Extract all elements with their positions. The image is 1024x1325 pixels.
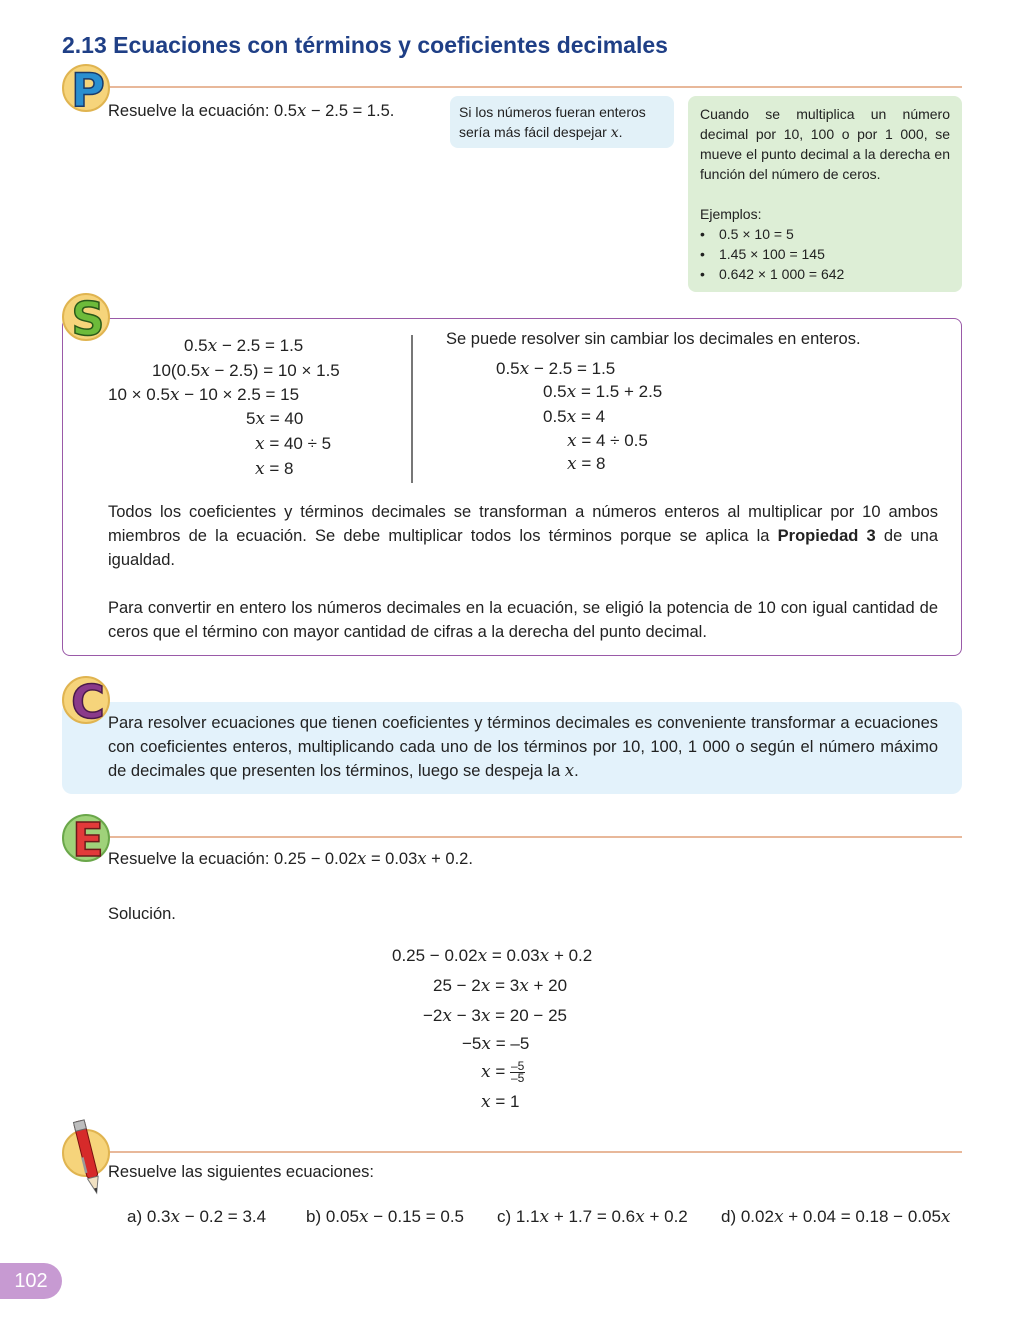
equation-line: x = 4 ÷ 0.5: [567, 431, 648, 451]
equation-line: 0.5x = 1.5 + 2.5: [543, 382, 663, 402]
equation-line: x = 8: [255, 459, 294, 479]
exercise-item: b) 0.05x − 0.15 = 0.5: [306, 1207, 464, 1227]
equation-line: x = $\frac{-5}{-5}$: [481, 1059, 525, 1085]
page-number: 102: [0, 1263, 62, 1299]
conclusion-badge: C: [62, 676, 110, 724]
equation-line: 0.5x = 4: [543, 407, 606, 427]
section-divider: [86, 836, 962, 838]
alternative-intro: Se puede resolver sin cambiar los decimales en enteros.: [446, 330, 861, 348]
equation-line: 10(0.5x − 2.5) = 10 × 1.5: [152, 361, 340, 381]
equation-line: 0.5x − 2.5 = 1.5: [496, 359, 616, 379]
examples-list: • 0.5 × 10 = 5 • 1.45 × 100 = 145 • 0.642 × 1 000 = 642: [700, 224, 950, 284]
equation-line: −5x = –5: [462, 1034, 530, 1054]
section-divider: [86, 1151, 962, 1153]
exercise-item: c) 1.1x + 1.7 = 0.6x + 0.2: [497, 1207, 688, 1227]
equation-line: x = 8: [567, 454, 606, 474]
hint-note: Si los números fueran enteros sería más fácil despejar x.: [450, 96, 674, 148]
solution-paragraph: Para convertir en entero los números decimales en la ecuación, se eligió la potencia de 10 con igual cantidad de ceros que el término con mayor cantidad de cifras a la derecha del punto decimal.: [108, 599, 938, 641]
equation-line: 0.25 − 0.02x = 0.03x + 0.2: [392, 946, 593, 966]
info-note: Cuando se multiplica un número decimal por 10, 100 o por 1 000, se mueve el punto decimal a la derecha en función del número de ceros. Ejemplos: • 0.5 × 10 = 5 • 1.45 × 100 = 145 • 0.642 × 1 000 = 642: [688, 96, 962, 292]
column-divider: [411, 335, 413, 483]
exercise-item: d) 0.02x + 0.04 = 0.18 − 0.05x: [721, 1207, 951, 1227]
example-badge: E: [62, 814, 110, 862]
equation-line: 10 × 0.5x − 10 × 2.5 = 15: [108, 385, 300, 405]
equation-line: 25 − 2x = 3x + 20: [433, 976, 568, 996]
solution-paragraph: Todos los coeficientes y términos decimales se transforman a números enteros al multiplicar por 10 ambos miembros de la ecuación. Se debe multiplicar todos los términos porque se aplica la Propiedad 3 de una igualdad.: [108, 503, 938, 569]
example-statement: Resuelve la ecuación: 0.25 − 0.02x = 0.03x + 0.2.: [108, 849, 473, 868]
equation-line: x = 1: [481, 1092, 520, 1112]
fraction: $\frac{-5}{-5}$: [510, 1059, 525, 1085]
equation-line: 5x = 40: [246, 409, 304, 429]
problem-badge: P: [62, 64, 110, 112]
pencil-icon: [68, 1114, 108, 1198]
equation-line: 0.5x − 2.5 = 1.5: [184, 336, 304, 356]
conclusion-text: Para resolver ecuaciones que tienen coeficientes y términos decimales es conveniente transformar a ecuaciones con coeficientes enteros, multiplicando cada uno de los términos por 10, 100, 1 000 o según el número máximo de decimales que presenten los términos, luego se despeja la x.: [108, 714, 938, 780]
problem-statement: Resuelve la ecuación: 0.5x − 2.5 = 1.5.: [108, 101, 395, 120]
exercise-item: a) 0.3x − 0.2 = 3.4: [127, 1207, 267, 1227]
exercises-prompt: Resuelve las siguientes ecuaciones:: [108, 1163, 374, 1181]
equation-line: x = 40 ÷ 5: [255, 434, 332, 454]
section-divider: [86, 86, 962, 88]
solution-badge: S: [62, 293, 110, 341]
page-title: 2.13 Ecuaciones con términos y coeficientes decimales: [62, 32, 668, 58]
equation-line: −2x − 3x = 20 − 25: [423, 1006, 567, 1026]
solution-label: Solución.: [108, 905, 176, 923]
